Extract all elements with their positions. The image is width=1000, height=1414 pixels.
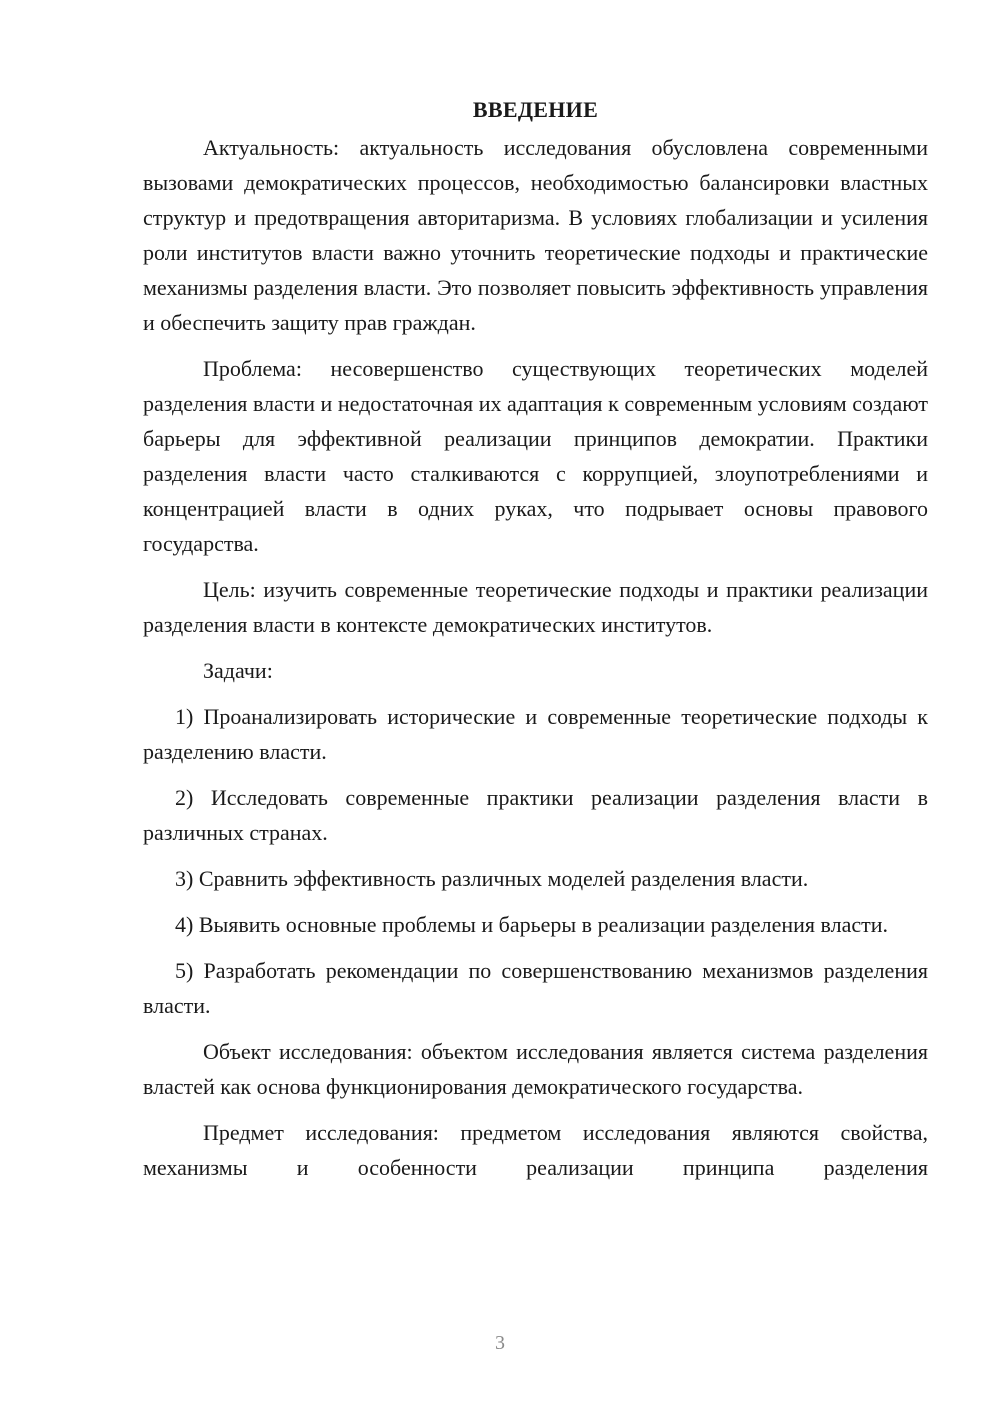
page-number: 3 <box>495 1332 505 1354</box>
problem-paragraph: Проблема: несовершенство существующих теоретических моделей разделения власти и недостаточная их адаптация к современным условиям создают барьеры для эффективной реализации принципов демократии. Практики разделения власти часто сталкиваются с коррупцией, злоупотреблениями и концентрацией власти в одних руках, что подрывает основы правового государства. <box>143 356 928 556</box>
task-item: 3) Сравнить эффективность различных моделей разделения власти. <box>175 866 809 891</box>
subject-paragraph: Предмет исследования: предметом исследования являются свойства, механизмы и особенности реализации принципа разделения <box>143 1120 928 1180</box>
task-item: 1) Проанализировать исторические и современные теоретические подходы к разделению власти. <box>143 704 928 764</box>
page-content <box>143 90 928 1185</box>
task-item: 4) Выявить основные проблемы и барьеры в реализации разделения власти. <box>175 912 889 937</box>
goal-paragraph: Цель: изучить современные теоретические подходы и практики реализации разделения власти в контексте демократических институтов. <box>143 577 928 637</box>
object-paragraph: Объект исследования: объектом исследования является система разделения властей как основа функционирования демократического государства. <box>143 1039 928 1099</box>
task-item: 2) Исследовать современные практики реализации разделения власти в различных странах. <box>143 785 928 845</box>
tasks-label: Задачи: <box>203 658 273 683</box>
section-heading: ВВЕДЕНИЕ <box>472 97 599 122</box>
relevance-paragraph: Актуальность: актуальность исследования обусловлена современными вызовами демократических процессов, необходимостью балансировки властных структур и предотвращения авторитаризма. В условиях глобализации и усиления роли институтов власти важно уточнить теоретические подходы и практические механизмы разделения власти. Это позволяет повысить эффективность управления и обеспечить защиту прав граждан. <box>143 135 928 335</box>
tasks-list <box>143 699 928 1023</box>
task-item: 5) Разработать рекомендации по совершенствованию механизмов разделения власти. <box>143 958 928 1018</box>
